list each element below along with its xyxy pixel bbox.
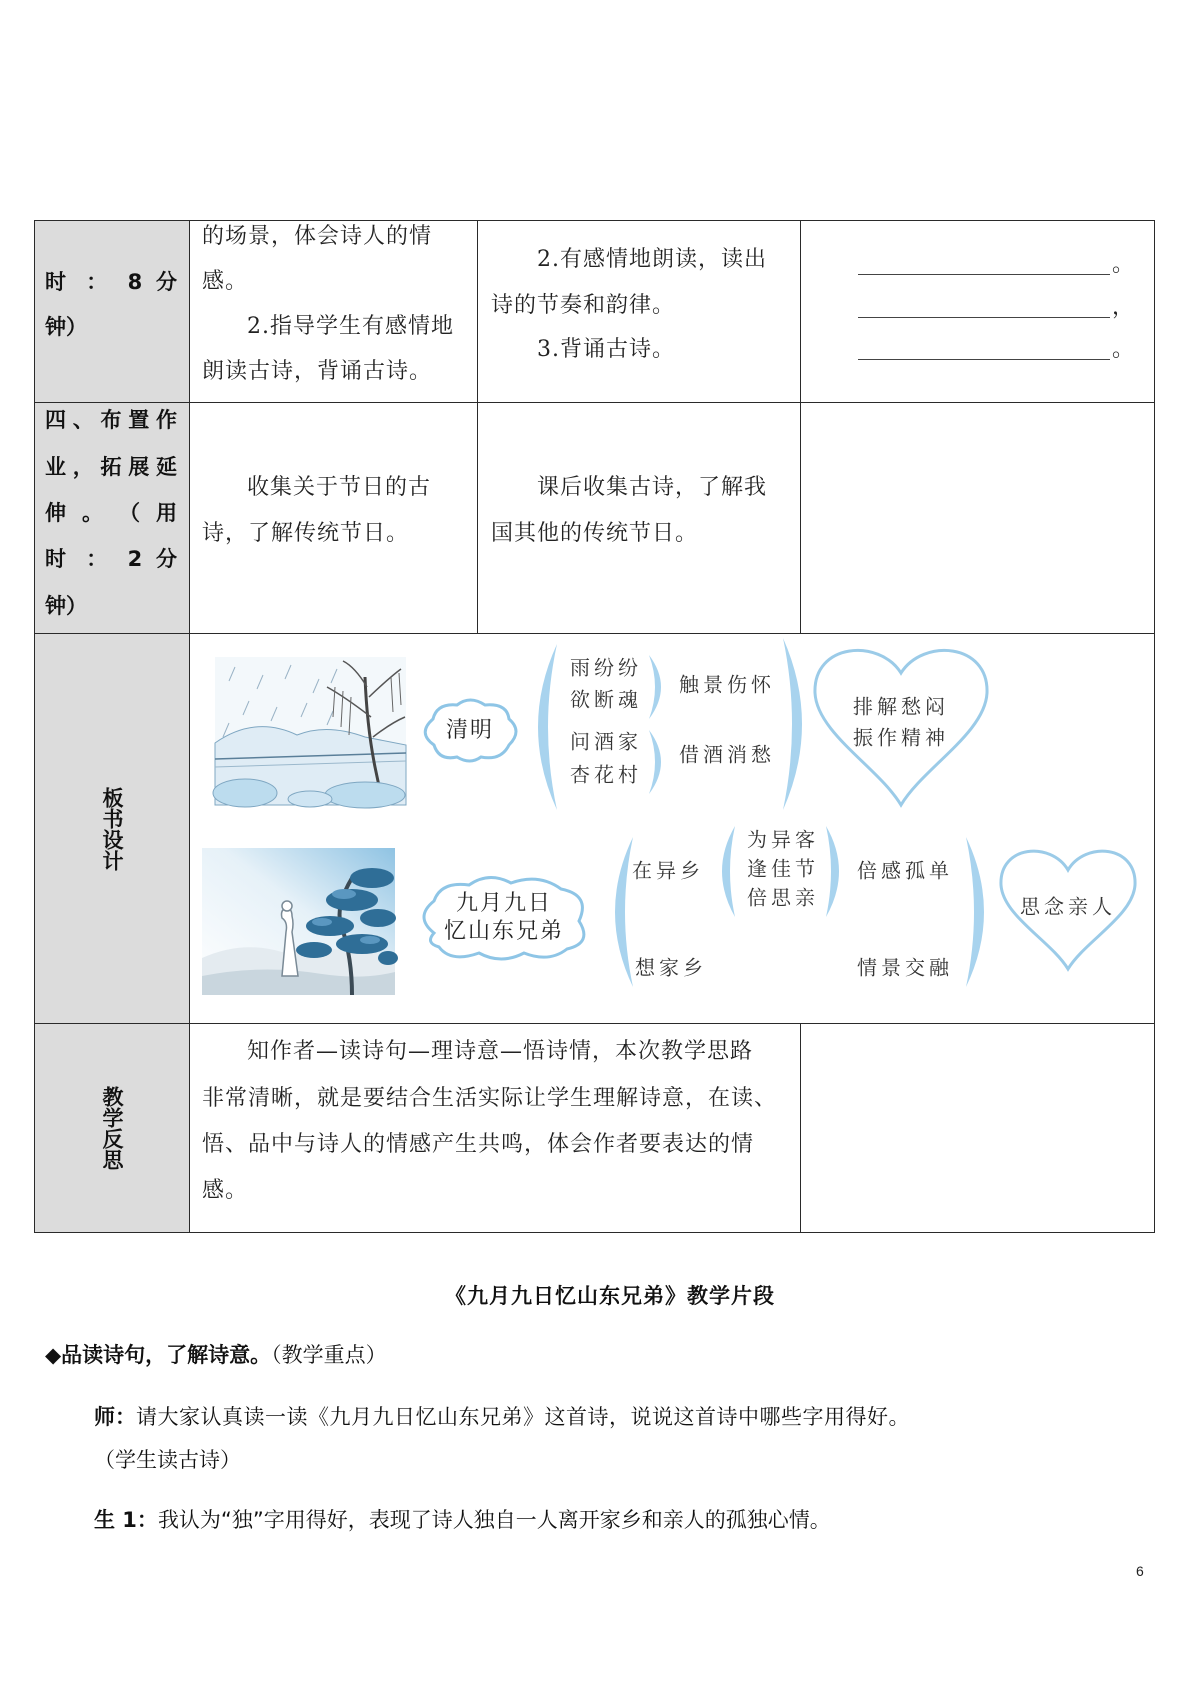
board-design-label: 板书设计 bbox=[100, 786, 124, 871]
blank-punctuation: 。 bbox=[1112, 252, 1136, 277]
stage-line: 时 ： 2 分 bbox=[45, 547, 177, 571]
student-activity-line: 国其他的传统节日。 bbox=[491, 521, 699, 546]
reflection-line: 非常清晰，就是要结合生活实际让学生理解诗意，在读、 bbox=[202, 1086, 778, 1111]
stage-line: 业，拓展延 bbox=[45, 455, 177, 479]
right-bracket bbox=[826, 826, 839, 917]
blank-punctuation: 。 bbox=[1112, 337, 1136, 362]
verse-line: 为异客 bbox=[747, 827, 819, 852]
teacher-text: 请大家认真读一读《九月九日忆山东兄弟》这首诗，说说这首诗中哪些字用得好。 bbox=[136, 1405, 910, 1429]
rain-landscape-illustration bbox=[213, 657, 406, 808]
verse-line: 杏花村 bbox=[570, 762, 642, 787]
heart-text: 排解愁闷 bbox=[853, 694, 949, 719]
student-label: 生 1： bbox=[94, 1508, 158, 1532]
page-number: 6 bbox=[1136, 1563, 1144, 1579]
teacher-activity-line: 朗读古诗，背诵古诗。 bbox=[202, 359, 433, 384]
heart-text: 振作精神 bbox=[853, 725, 949, 750]
stage-line: 钟） bbox=[45, 594, 87, 618]
reflection-label: 教学反思 bbox=[100, 1086, 124, 1170]
focus-text: ◆品读诗句，了解诗意。 bbox=[45, 1343, 272, 1367]
stage-line: 四、布置作 bbox=[45, 408, 177, 432]
student-text: 我认为“独”字用得好，表现了诗人独自一人离开家乡和亲人的孤独心情。 bbox=[157, 1508, 831, 1532]
reflection-line: 知作者—读诗句—理诗意—悟诗情，本次教学思路 bbox=[247, 1039, 754, 1064]
verse-line: 欲断魂 bbox=[570, 687, 642, 712]
right-bracket bbox=[649, 655, 661, 719]
blank-line bbox=[858, 359, 1110, 360]
right-bracket bbox=[966, 837, 984, 987]
feeling-label: 倍感孤单 bbox=[857, 858, 953, 883]
poem-title-jiuyue: 九月九日 bbox=[455, 891, 553, 916]
feeling-label: 借酒消愁 bbox=[679, 742, 775, 767]
teacher-dialogue bbox=[94, 1402, 910, 1432]
left-bracket bbox=[538, 644, 557, 810]
right-bracket bbox=[783, 638, 802, 810]
student-dialogue bbox=[94, 1505, 831, 1535]
stage-line: 钟） bbox=[45, 315, 87, 339]
verse-line: 雨纷纷 bbox=[570, 655, 642, 680]
student-activity-line: 3.背诵古诗。 bbox=[537, 337, 675, 362]
fragment-title: 《九月九日忆山东兄弟》教学片段 bbox=[445, 1284, 775, 1308]
teacher-activity-line: 感。 bbox=[202, 269, 249, 294]
focus-note: （教学重点） bbox=[271, 1343, 387, 1367]
poem-title-qingming: 清明 bbox=[445, 718, 495, 743]
teacher-activity-line: 2.指导学生有感情地 bbox=[247, 314, 454, 339]
feeling-label: 触景伤怀 bbox=[679, 672, 775, 697]
stage-direction: （学生读古诗） bbox=[94, 1448, 241, 1472]
verse-line: 倍思亲 bbox=[747, 885, 819, 910]
longing-label: 想家乡 bbox=[635, 955, 707, 980]
place-label: 在异乡 bbox=[632, 858, 704, 883]
teacher-cell-homework bbox=[189, 402, 478, 634]
technique-label: 情景交融 bbox=[857, 955, 953, 980]
teacher-label: 师： bbox=[94, 1405, 136, 1429]
reflection-line: 悟、品中与诗人的情感产生共鸣，体会作者要表达的情 bbox=[202, 1132, 755, 1157]
board-design-label-box bbox=[34, 633, 190, 1024]
verse-line: 逢佳节 bbox=[747, 856, 819, 881]
left-bracket bbox=[722, 826, 735, 917]
left-bracket bbox=[615, 837, 633, 987]
blank-line bbox=[858, 274, 1110, 275]
teacher-activity-line: 诗，了解传统节日。 bbox=[202, 521, 410, 546]
pine-scholar-illustration bbox=[202, 848, 398, 995]
student-activity-line: 课后收集古诗，了解我 bbox=[537, 475, 768, 500]
blank-punctuation: ， bbox=[1112, 295, 1136, 320]
teacher-activity-line: 的场景，体会诗人的情 bbox=[202, 224, 433, 249]
board-design-diagram bbox=[189, 633, 1155, 1023]
poem-title-jiuyue: 忆山东兄弟 bbox=[443, 919, 565, 944]
reflection-label-box bbox=[34, 1023, 190, 1233]
student-activity-line: 2.有感情地朗读，读出 bbox=[537, 247, 767, 272]
notes-cell-practice bbox=[800, 220, 1155, 403]
heart-text: 思念亲人 bbox=[1020, 894, 1116, 919]
focus-heading bbox=[45, 1340, 387, 1370]
stage-line: 伸 。 （ 用 bbox=[45, 501, 177, 525]
reflection-line: 感。 bbox=[202, 1178, 249, 1203]
stage-line: 时 ： 8 分 bbox=[45, 270, 177, 294]
student-activity-line: 诗的节奏和韵律。 bbox=[491, 293, 676, 318]
notes-cell-homework bbox=[800, 402, 1155, 634]
right-bracket bbox=[649, 730, 661, 794]
student-cell-homework bbox=[477, 402, 801, 634]
blank-line bbox=[858, 317, 1110, 318]
reflection-notes-cell bbox=[800, 1023, 1155, 1233]
verse-line: 问酒家 bbox=[570, 729, 642, 754]
teacher-activity-line: 收集关于节日的古 bbox=[247, 475, 432, 500]
